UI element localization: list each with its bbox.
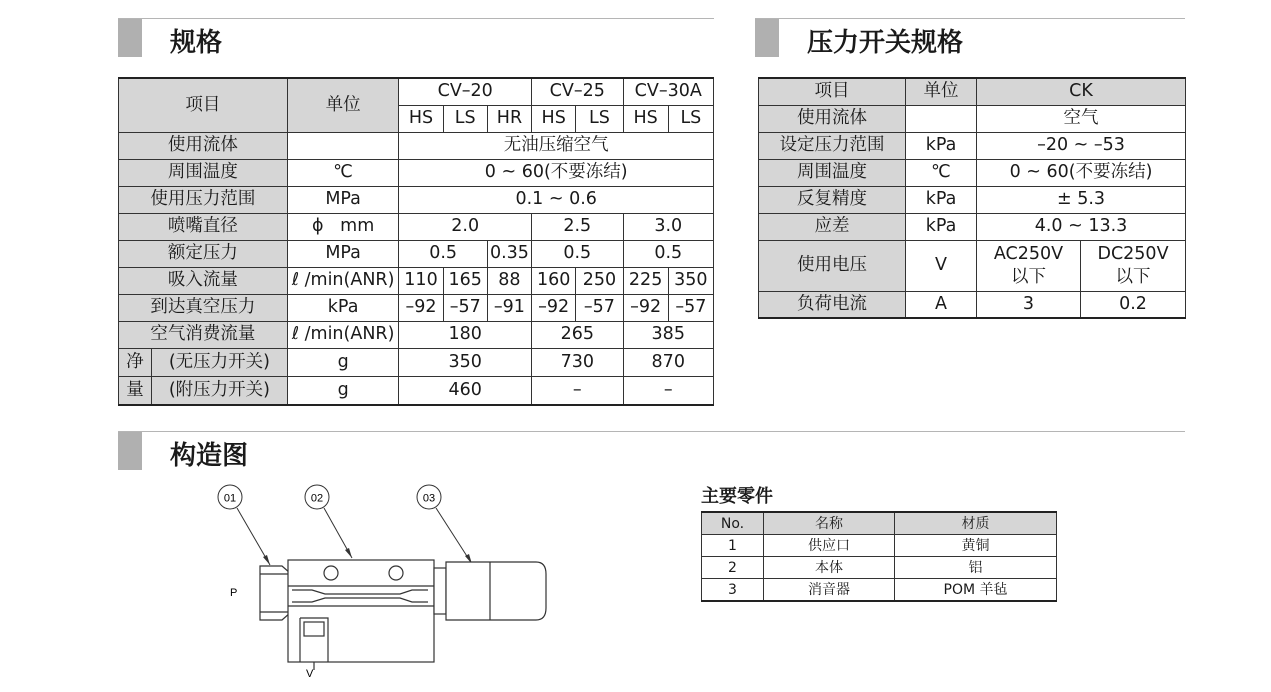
callout-label: 02: [310, 492, 324, 505]
cell-value-dc: [1081, 240, 1186, 291]
cell-value: 0.1 ~ 0.6: [399, 186, 714, 213]
switch-table: [758, 77, 1186, 319]
model-cv20: CV–20: [399, 78, 532, 105]
cell-value: 0 ~ 60(不要冻结): [977, 159, 1186, 186]
callout-label: 03: [422, 492, 436, 505]
cell-value: 110: [399, 267, 443, 294]
row-unit: MPa: [287, 186, 399, 213]
dc-voltage: DC250V: [1097, 243, 1169, 264]
row-label: 喷嘴直径: [119, 213, 288, 240]
cell-value: 0.5: [623, 240, 713, 267]
dc-voltage-suffix: 以下: [1115, 266, 1151, 287]
ac-voltage-suffix: 以下: [1011, 266, 1046, 287]
row-unit: [287, 132, 399, 159]
cell-value: 3.0: [623, 213, 713, 240]
row-unit: g: [287, 376, 399, 405]
cell-value: 460: [399, 376, 532, 405]
row-unit: ℓ /min(ANR): [287, 267, 399, 294]
cell-value: 225: [623, 267, 668, 294]
specs-section-header: [118, 18, 714, 57]
switch-section-header: [755, 18, 1185, 57]
row-label: 使用电压: [759, 240, 906, 291]
cell-value: 空气: [977, 105, 1186, 132]
header-unit: 单位: [906, 78, 977, 105]
cell-value: –91: [487, 294, 531, 321]
model-cv30a: CV–30A: [623, 78, 713, 105]
header-unit: 单位: [287, 78, 399, 132]
parts-table: [701, 511, 1057, 602]
part-material: 黄铜: [895, 535, 1057, 557]
parts-header: 名称: [764, 512, 895, 535]
col-ls: LS: [668, 105, 713, 132]
section-marker: [755, 19, 779, 57]
model-cv25: CV–25: [532, 78, 623, 105]
row-unit: ϕ mm: [287, 213, 399, 240]
col-hs: HS: [623, 105, 668, 132]
row-unit: ℃: [287, 159, 399, 186]
part-no: 3: [702, 579, 764, 602]
row-unit: kPa: [906, 186, 977, 213]
weight-side-label: 量: [119, 377, 152, 404]
col-hs: HS: [532, 105, 576, 132]
structure-section-header: [118, 431, 1185, 470]
row-unit: ℓ /min(ANR): [287, 321, 399, 348]
cell-value: ± 5.3: [977, 186, 1186, 213]
row-label: 负荷电流: [759, 291, 906, 318]
row-unit: kPa: [287, 294, 399, 321]
table-row: [702, 535, 1057, 557]
row-unit: g: [287, 348, 399, 376]
callout-02: [305, 485, 352, 558]
row-unit: kPa: [906, 132, 977, 159]
row-unit: A: [906, 291, 977, 318]
weight-variant-label: (附压力开关): [168, 379, 270, 400]
section-marker: [118, 432, 142, 470]
cell-value: 0.5: [399, 240, 487, 267]
cell-value: 870: [623, 348, 713, 376]
row-label: 设定压力范围: [759, 132, 906, 159]
row-unit: [906, 105, 977, 132]
cell-value: 730: [532, 348, 623, 376]
structure-diagram: [200, 478, 560, 688]
structure-title: 构造图: [170, 441, 249, 471]
header-item: 项目: [759, 78, 906, 105]
cell-value: 180: [399, 321, 532, 348]
valve-body: [260, 560, 546, 670]
cell-value: –92: [623, 294, 668, 321]
cell-value: 4.0 ~ 13.3: [977, 213, 1186, 240]
header-item: 项目: [119, 78, 288, 132]
header-model: CK: [977, 78, 1186, 105]
row-label: 到达真空压力: [119, 294, 288, 321]
cell-value: 350: [668, 267, 713, 294]
cell-value: –20 ~ –53: [977, 132, 1186, 159]
cell-value: –: [623, 376, 713, 405]
cell-value: –57: [576, 294, 623, 321]
parts-header: 材质: [895, 512, 1057, 535]
cell-value: 88: [487, 267, 531, 294]
row-label: 额定压力: [119, 240, 288, 267]
part-name: 消音器: [764, 579, 895, 602]
cell-value: 0.35: [487, 240, 531, 267]
switch-title: 压力开关规格: [807, 28, 964, 58]
row-label: 吸入流量: [119, 267, 288, 294]
row-unit: kPa: [906, 213, 977, 240]
weight-side-label: 净: [119, 349, 152, 376]
weight-variant-label: (无压力开关): [168, 351, 270, 372]
cell-value: –92: [399, 294, 443, 321]
row-label: 周围温度: [119, 159, 288, 186]
col-hs: HS: [399, 105, 443, 132]
row-label: 使用流体: [119, 132, 288, 159]
weight-row-label: [119, 348, 288, 376]
cell-value: 2.0: [399, 213, 532, 240]
cell-value: 350: [399, 348, 532, 376]
row-unit: V: [906, 240, 977, 291]
col-ls: LS: [443, 105, 487, 132]
specs-title: 规格: [170, 28, 223, 58]
callout-label: 01: [223, 492, 237, 505]
part-material: 铝: [895, 557, 1057, 579]
part-name: 供应口: [764, 535, 895, 557]
row-label: 使用流体: [759, 105, 906, 132]
row-unit: MPa: [287, 240, 399, 267]
cell-value: 2.5: [532, 213, 623, 240]
row-unit: ℃: [906, 159, 977, 186]
section-marker: [118, 19, 142, 57]
ac-voltage: AC250V: [993, 243, 1064, 264]
cell-value: –57: [668, 294, 713, 321]
col-hr: HR: [487, 105, 531, 132]
part-name: 本体: [764, 557, 895, 579]
parts-title: 主要零件: [701, 486, 773, 507]
cell-value: 160: [532, 267, 576, 294]
cell-value: 385: [623, 321, 713, 348]
part-no: 1: [702, 535, 764, 557]
part-no: 2: [702, 557, 764, 579]
row-label: 应差: [759, 213, 906, 240]
parts-header: No.: [702, 512, 764, 535]
cell-value: 3: [977, 291, 1081, 318]
spec-table: [118, 77, 714, 406]
table-row: [702, 579, 1057, 602]
cell-value: –: [532, 376, 623, 405]
row-label: 使用压力范围: [119, 186, 288, 213]
col-ls: LS: [576, 105, 623, 132]
cell-value: 0.5: [532, 240, 623, 267]
row-label: 周围温度: [759, 159, 906, 186]
callout-03: [417, 485, 472, 564]
part-material: POM 羊毡: [895, 579, 1057, 602]
port-label-p: P: [230, 587, 238, 599]
row-label: 反复精度: [759, 186, 906, 213]
cell-value: –92: [532, 294, 576, 321]
cell-value: –57: [443, 294, 487, 321]
row-label: 空气消费流量: [119, 321, 288, 348]
parts-header-row: [702, 512, 1057, 535]
cell-value: 0 ~ 60(不要冻结): [399, 159, 714, 186]
cell-value: 165: [443, 267, 487, 294]
port-label-v: V: [306, 668, 314, 680]
cell-value-ac: [977, 240, 1081, 291]
table-row: [702, 557, 1057, 579]
cell-value: 265: [532, 321, 623, 348]
cell-value: 0.2: [1081, 291, 1186, 318]
callout-01: [218, 485, 270, 565]
weight-row-label: [119, 376, 288, 405]
cell-value: 无油压缩空气: [399, 132, 714, 159]
cell-value: 250: [576, 267, 623, 294]
